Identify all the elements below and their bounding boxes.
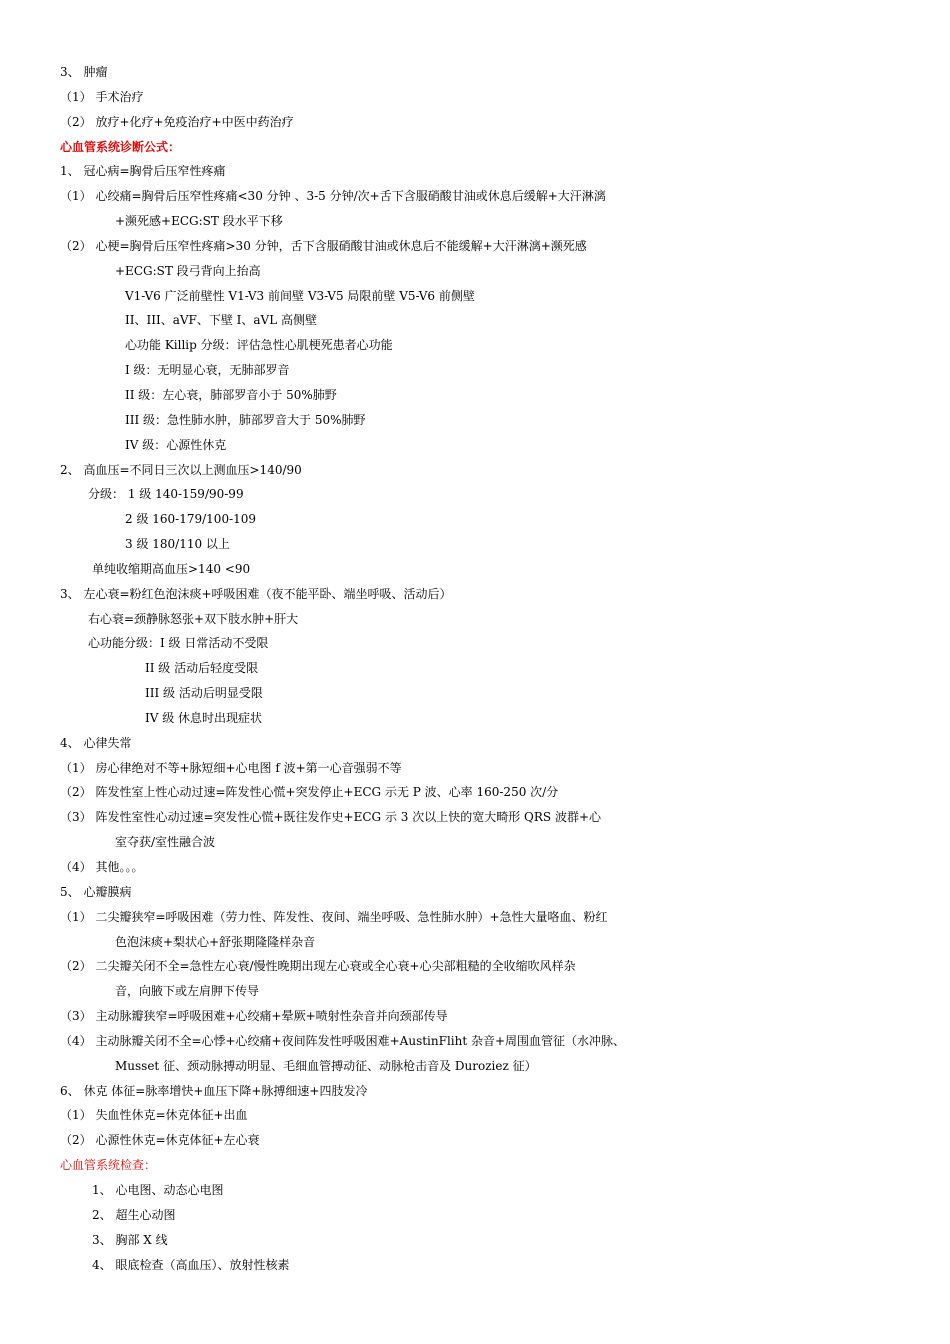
text-line: （2） 心梗=胸骨后压窄性疼痛>30 分钟，舌下含服硝酸甘油或休息后不能缓解+大汗淋漓+濒死感 xyxy=(60,238,587,253)
text-line: （3） 阵发性室性心动过速=突发性心慌+既往发作史+ECG 示 3 次以上快的宽大畸形 QRS 波群+心 xyxy=(60,810,601,825)
text-line: III 级 活动后明显受限 xyxy=(145,686,263,701)
text-line: 色泡沫痰+梨状心+舒张期隆隆样杂音 xyxy=(115,934,316,949)
document-page xyxy=(0,60,950,1277)
text-line: +ECG:ST 段弓背向上抬高 xyxy=(115,263,261,278)
text-line: Musset 征、颈动脉搏动明显、毛细血管搏动征、动脉枪击音及 Duroziez 征） xyxy=(115,1058,537,1073)
text-line: 1、 心电图、动态心电图 xyxy=(92,1182,224,1197)
text-line: 2 级 160-179/100-109 xyxy=(125,512,257,527)
text-line: 5、 心瓣膜病 xyxy=(60,884,132,899)
text-line: 1、 冠心病=胸骨后压窄性疼痛 xyxy=(60,164,226,179)
text-line: 心功能 Killip 分级：评估急性心肌梗死患者心功能 xyxy=(125,338,393,353)
text-line: 2、 高血压=不同日三次以上测血压>140/90 xyxy=(60,462,302,477)
text-line: （2） 阵发性室上性心动过速=阵发性心慌+突发停止+ECG 示无 P 波、心率 160-250 次/分 xyxy=(60,785,559,800)
text-line: 2、 超生心动图 xyxy=(92,1207,176,1222)
text-line: 室夺获/室性融合波 xyxy=(115,835,216,850)
text-line: （4） 主动脉瓣关闭不全=心悸+心绞痛+夜间阵发性呼吸困难+AustinFliht 杂音+周围血管征（水冲脉、 xyxy=(60,1033,626,1048)
text-line: （2） 放疗+化疗+免疫治疗+中医中药治疗 xyxy=(60,114,294,129)
text-line: （1） 二尖瓣狭窄=呼吸困难（劳力性、阵发性、夜间、端坐呼吸、急性肺水肿）+急性大量咯血、粉红 xyxy=(60,909,608,924)
text-line: （1） 房心律绝对不等+脉短细+心电图 f 波+第一心音强弱不等 xyxy=(60,760,402,775)
text-line: II 级 活动后轻度受限 xyxy=(145,661,259,676)
section-heading: 心血管系统检查： xyxy=(60,1158,157,1173)
text-line: （4） 其他。。。 xyxy=(60,860,144,874)
text-line: 分级： 1 级 140-159/90-99 xyxy=(88,487,244,502)
text-line: （2） 心源性休克=休克体征+左心衰 xyxy=(60,1133,260,1148)
text-line: +濒死感+ECG:ST 段水平下移 xyxy=(115,214,283,229)
text-line: 3、 肿瘤 xyxy=(60,65,108,79)
text-line: （1） 心绞痛=胸骨后压窄性疼痛<30 分钟 、3-5 分钟/次+舌下含服硝酸甘油或休息后缓解+大汗淋漓 xyxy=(60,189,606,204)
text-line: 4、 心律失常 xyxy=(60,735,132,750)
section-heading: 心血管系统诊断公式： xyxy=(60,139,181,154)
text-line: 6、 休克 体征=脉率增快+血压下降+脉搏细速+四肢发冷 xyxy=(60,1083,368,1098)
text-line: （1） 失血性休克=休克体征+出血 xyxy=(60,1108,248,1123)
text-line: IV 级：心源性休克 xyxy=(125,437,227,452)
text-line: IV 级 休息时出现症状 xyxy=(145,710,263,725)
text-line: V1-V6 广泛前壁性 V1-V3 前间壁 V3-V5 局限前壁 V5-V6 前侧壁 xyxy=(125,288,475,303)
text-line: 音，向腋下或左肩胛下传导 xyxy=(115,984,260,999)
text-line: 3 级 180/110 以上 xyxy=(125,537,230,552)
text-line: II、III、aVF、下壁 I、aVL 高侧壁 xyxy=(125,313,318,328)
text-line: 3、 左心衰=粉红色泡沫痰+呼吸困难（夜不能平卧、端坐呼吸、活动后） xyxy=(60,586,452,601)
text-line: II 级：左心衰，肺部罗音小于 50%肺野 xyxy=(125,387,337,402)
text-line: 心功能分级：I 级 日常活动不受限 xyxy=(88,636,269,651)
text-line: 3、 胸部 X 线 xyxy=(92,1232,168,1247)
text-line: （1） 手术治疗 xyxy=(60,89,144,104)
text-line: （3） 主动脉瓣狭窄=呼吸困难+心绞痛+晕厥+喷射性杂音并向颈部传导 xyxy=(60,1009,448,1024)
text-line: 右心衰=颈静脉怒张+双下肢水肿+肝大 xyxy=(88,611,299,626)
text-line: I 级：无明显心衰，无肺部罗音 xyxy=(125,363,290,378)
text-line: 4、 眼底检查（高血压）、放射性核素 xyxy=(92,1257,290,1272)
text-line: 单纯收缩期高血压>140 <90 xyxy=(92,561,251,576)
text-line: （2） 二尖瓣关闭不全=急性左心衰/慢性晚期出现左心衰或全心衰+心尖部粗糙的全收缩吹风样杂 xyxy=(60,959,576,974)
text-line: III 级：急性肺水肿，肺部罗音大于 50%肺野 xyxy=(125,412,366,427)
